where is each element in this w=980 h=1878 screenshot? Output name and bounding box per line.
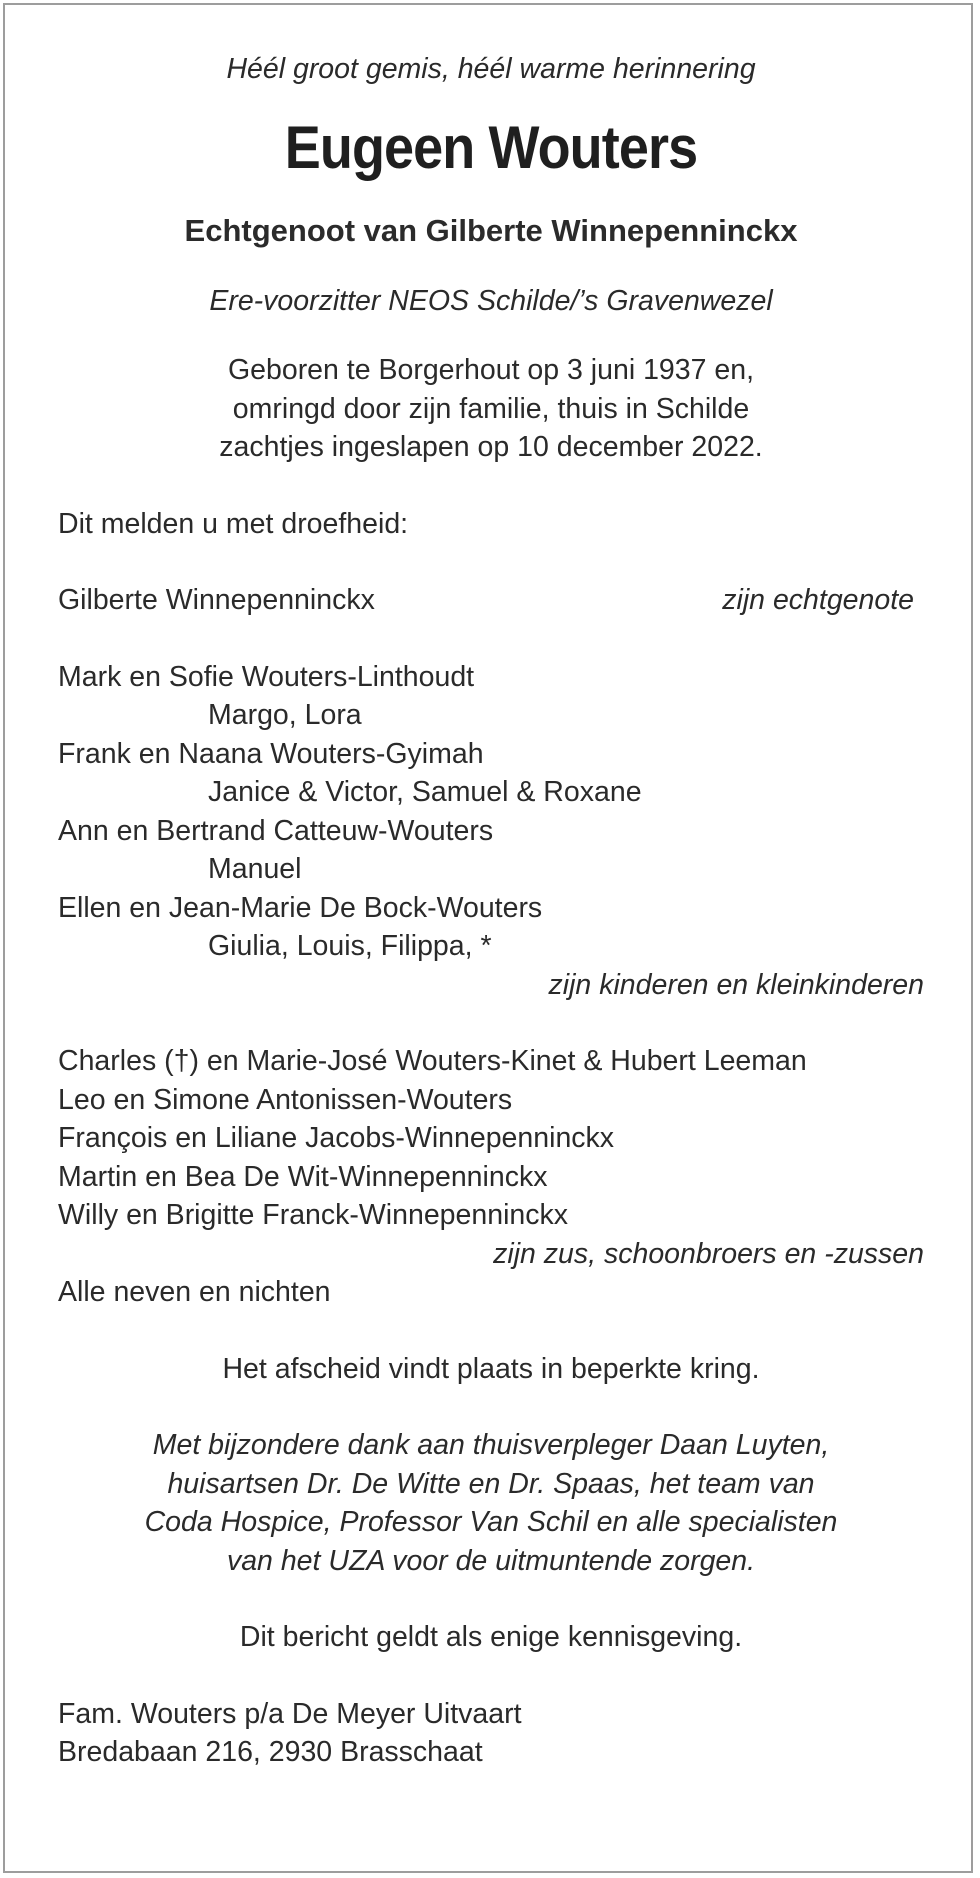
child-family-grandchildren: Manuel — [208, 853, 302, 885]
contact-section — [58, 1695, 924, 1772]
birth-line: zachtjes ingeslapen op 10 december 2022. — [219, 431, 763, 463]
siblings-section — [58, 1042, 924, 1312]
birth-line: Geboren te Borgerhout op 3 juni 1937 en, — [227, 354, 755, 386]
cousins-line: Alle neven en nichten — [58, 1276, 331, 1308]
child-family-parents: Ellen en Jean-Marie De Bock-Wouters — [58, 891, 543, 924]
notice-line: Dit bericht geldt als enige kennisgeving. — [239, 1621, 743, 1653]
sibling-line: Martin en Bea De Wit-Winnepenninckx — [58, 1160, 548, 1193]
farewell-line: Het afscheid vindt plaats in beperkte kring. — [222, 1352, 760, 1385]
sibling-line: Willy en Brigitte Franck-Winnepenninckx — [58, 1199, 569, 1231]
child-family-parents: Frank en Naana Wouters-Gyimah — [58, 737, 484, 770]
sibling-line: François en Liliane Jacobs-Winnepenninckx — [58, 1122, 615, 1154]
child-family-grandchildren: Giulia, Louis, Filippa, * — [208, 930, 492, 962]
child-family-parents: Ann en Bertrand Catteuw-Wouters — [58, 814, 494, 847]
motto: Héél groot gemis, héél warme herinnering — [226, 53, 756, 85]
sibling-line: Charles (†) en Marie-José Wouters-Kinet & Hubert Leeman — [58, 1045, 807, 1077]
thanks-line: Met bijzondere dank aan thuisverpleger Daan Luyten, — [152, 1429, 830, 1461]
spouse-line: Echtgenoot van Gilberte Winnepenninckx — [184, 212, 798, 248]
contact-line: Fam. Wouters p/a De Meyer Uitvaart — [58, 1697, 522, 1730]
children-relation: zijn kinderen en kleinkinderen — [548, 968, 924, 1001]
child-family-grandchildren: Janice & Victor, Samuel & Roxane — [208, 776, 642, 808]
children-section — [58, 658, 924, 1005]
child-family-parents: Mark en Sofie Wouters-Linthoudt — [58, 660, 475, 693]
contact-address: Bredabaan 216, 2930 Brasschaat — [58, 1736, 483, 1768]
spouse-relation: zijn echtgenote — [722, 584, 914, 616]
birth-details — [58, 351, 924, 467]
deceased-name: Eugeen Wouters — [284, 113, 698, 181]
birth-line: omringd door zijn familie, thuis in Schilde — [232, 392, 750, 425]
announcement-intro: Dit melden u met droefheid: — [58, 507, 409, 540]
siblings-relation: zijn zus, schoonbroers en -zussen — [493, 1237, 924, 1270]
thanks-line: Coda Hospice, Professor Van Schil en alle specialisten — [144, 1506, 838, 1538]
honorary-title: Ere-voorzitter NEOS Schilde/’s Gravenwezel — [209, 284, 773, 317]
sibling-line: Leo en Simone Antonissen-Wouters — [58, 1083, 513, 1116]
thanks-line: huisartsen Dr. De Witte en Dr. Spaas, het team van — [167, 1467, 815, 1500]
child-family-grandchildren: Margo, Lora — [208, 699, 362, 731]
thanks-line: van het UZA voor de uitmuntende zorgen. — [226, 1544, 756, 1577]
obituary-content — [58, 50, 924, 1772]
thanks-section — [58, 1426, 924, 1580]
spouse-row — [58, 581, 924, 620]
spouse-name: Gilberte Winnepenninckx — [58, 584, 375, 616]
